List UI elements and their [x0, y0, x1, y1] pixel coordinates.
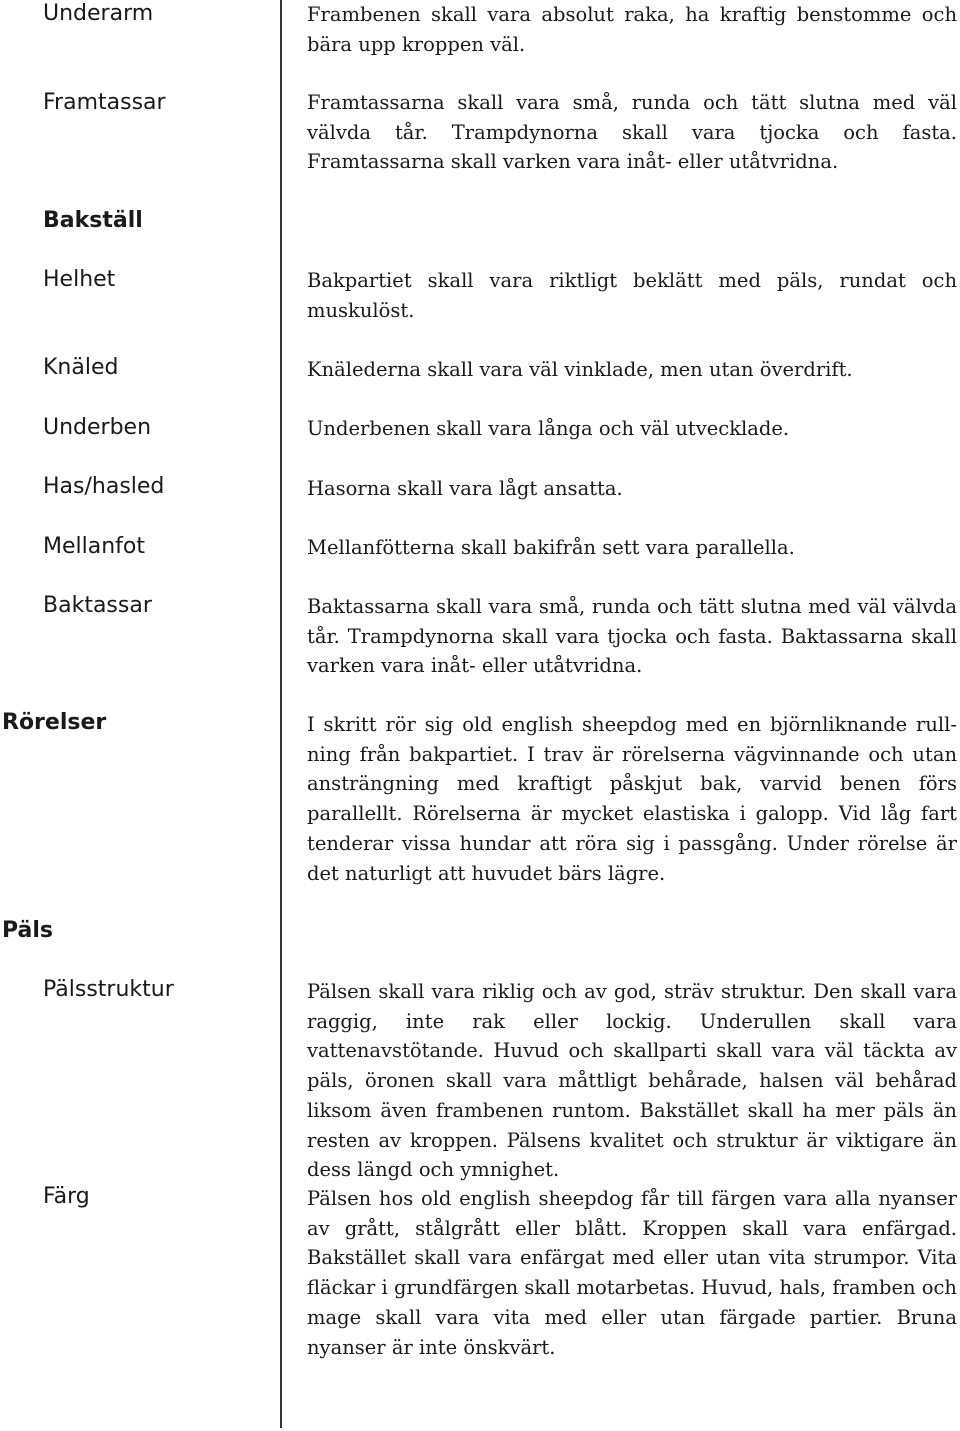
label-baktassar: Baktassar	[43, 593, 152, 618]
text-baktassar: Baktassarna skall vara små, runda och tätt slutna med väl välvda tår. Trampdynorna skall vara tjocka och fasta. Baktassarna skall varken vara inåt- eller utåtvridna.	[307, 595, 957, 678]
text-palsstruktur: Pälsen skall vara riklig och av god, sträv struktur. Den skall vara raggig, inte rak eller lockig. Underullen skall vara vattenavstötande. Huvud och skallparti skall vara väl täckta av päls, öronen skall vara måttligt behårade, halsen väl behårad liksom även frambenen runtom. Bakstället skall ha mer päls än resten av kroppen. Pälsens kvalitet och struktur är viktigare än dess längd och ymnighet.	[307, 980, 957, 1182]
text-underben: Underbenen skall vara långa och väl utvecklade.	[307, 417, 790, 440]
text-knaled: Knälederna skall vara väl vinklade, men utan överdrift.	[307, 358, 853, 381]
text-underarm: Frambenen skall vara absolut raka, ha kraftig benstomme och bära upp kroppen väl.	[307, 3, 957, 56]
label-knaled: Knäled	[43, 355, 119, 380]
label-underarm: Underarm	[43, 1, 154, 26]
column-divider	[280, 0, 282, 1428]
section-heading-bakstall: Bakställ	[43, 208, 143, 233]
text-helhet: Bakpartiet skall vara riktligt beklätt med päls, rundat och muskulöst.	[307, 269, 957, 322]
label-palsstruktur: Pälsstruktur	[43, 977, 174, 1002]
text-framtassar: Framtassarna skall vara små, runda och tätt slutna med väl välvda tår. Trampdynorna skall vara tjocka och fasta. Framtassarna skall varken vara inåt- eller utåtvridna.	[307, 91, 957, 174]
label-framtassar: Framtassar	[43, 90, 166, 115]
label-helhet: Helhet	[43, 267, 116, 292]
text-mellanfot: Mellanfötterna skall bakifrån sett vara parallella.	[307, 536, 795, 559]
label-has-hasled: Has/hasled	[43, 474, 165, 499]
label-underben: Underben	[43, 415, 152, 440]
label-farg: Färg	[43, 1184, 90, 1209]
text-farg: Pälsen hos old english sheepdog får till färgen vara alla nyanser av grått, stålgrått eller blått. Kroppen skall vara enfärgad. Bakstället skall vara enfärgat med eller utan vita strumpor. Vita fläckar i grundfärgen skall motarbetas. Huvud, hals, framben och mage skall vara vita med eller utan färgade partier. Bruna nyanser är inte önskvärt.	[307, 1187, 957, 1359]
text-has-hasled: Hasorna skall vara lågt ansatta.	[307, 477, 623, 500]
section-heading-rorelser: Rörelser	[2, 710, 107, 735]
text-rorelser: I skritt rör sig old english sheepdog med en björnliknande rullning från bakpartiet. I trav är rörelserna vägvinnande och utan ansträngning med kraftigt påskjut bak, varvid benen förs parallellt. Rörelserna är mycket elastiska i galopp. Vid låg fart tenderar vissa hundar att röra sig i passgång. Under rörelse är det naturligt att huvudet bärs lägre.	[307, 713, 957, 885]
section-heading-pals: Päls	[2, 918, 54, 943]
label-mellanfot: Mellanfot	[43, 534, 145, 559]
